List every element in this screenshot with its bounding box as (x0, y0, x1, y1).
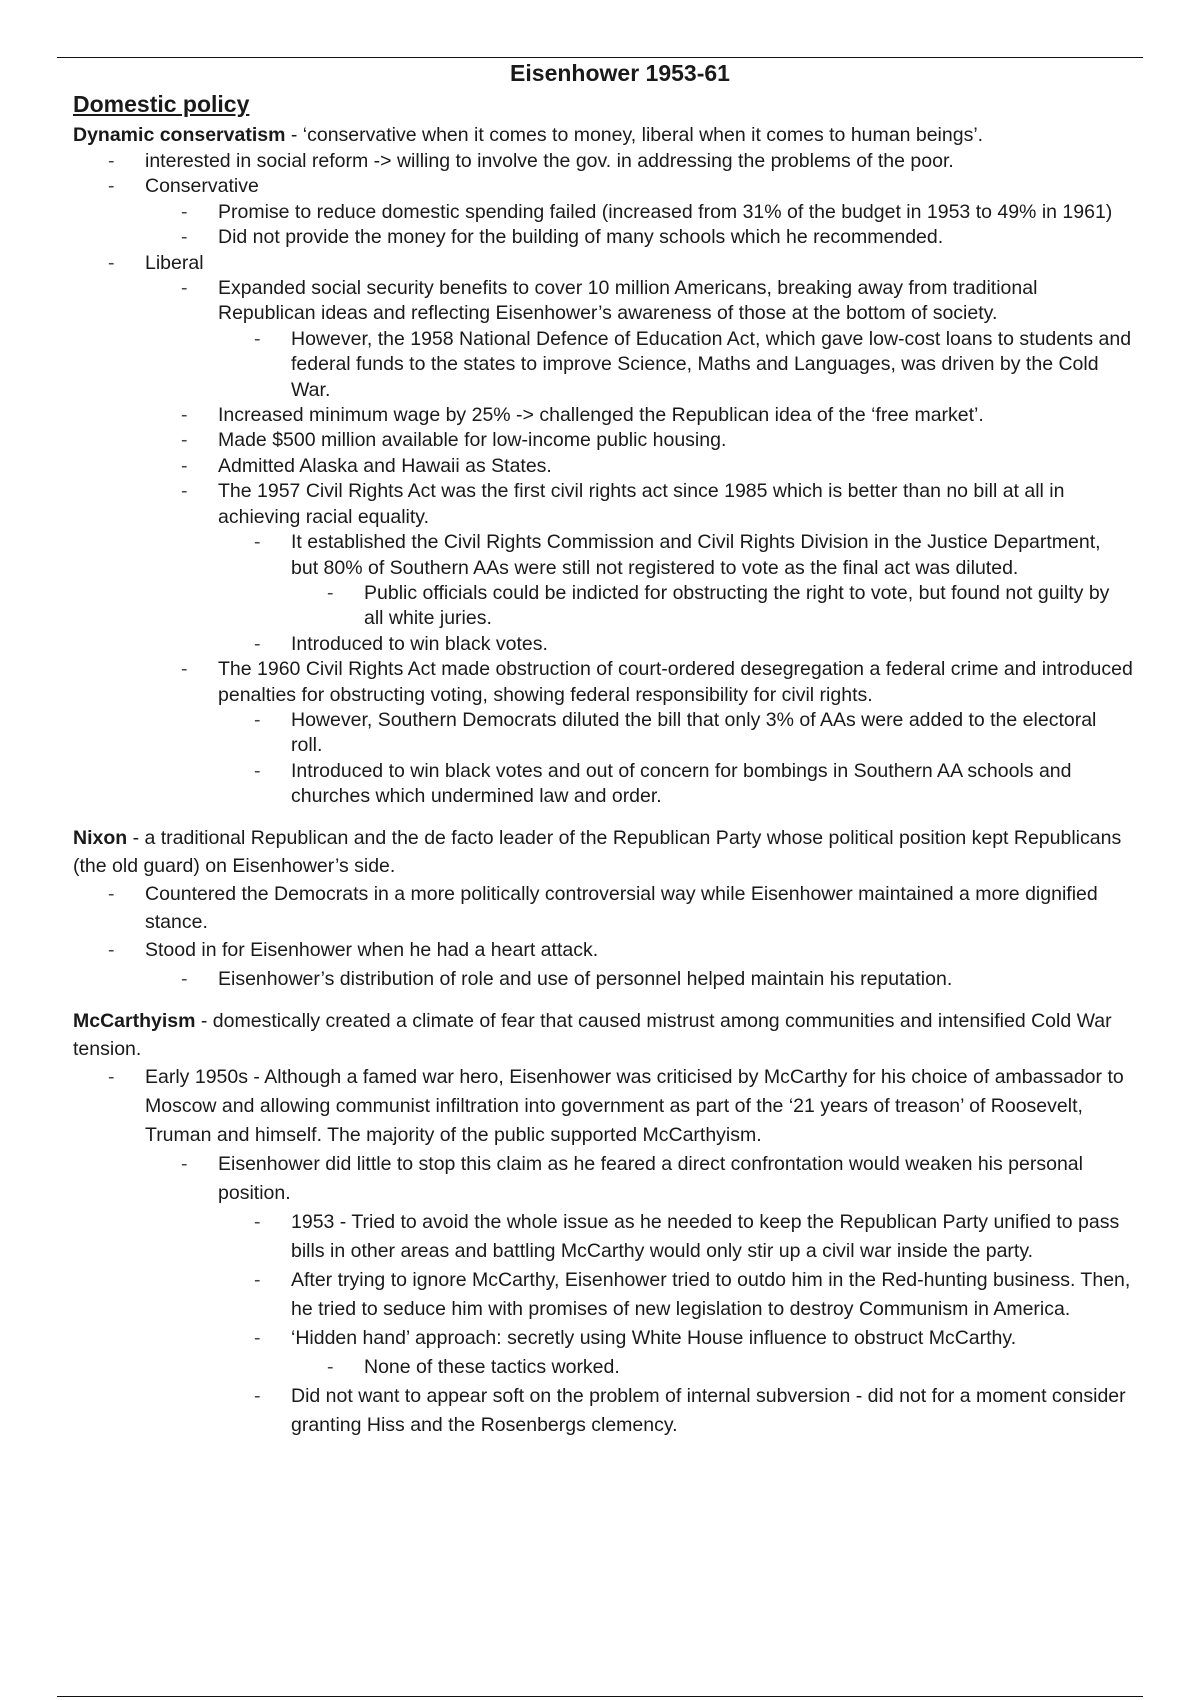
bottom-rule (57, 1696, 1143, 1697)
list-item: - None of these tactics worked. (364, 1353, 1133, 1382)
list-item: - Conservative - Promise to reduce domestic spending failed (increased from 31% of the budget in 1953 to 49% in 1961) - Did not provide the money for the building of many schools which he recommended. (145, 174, 1133, 250)
list-item: - The 1960 Civil Rights Act made obstruction of court-ordered desegregation a federal crime and introduced penalties for obstructing voting, showing federal responsibility for civil rights. - However, Southern Democrats diluted the bill that only 3% of AAs were added to the electoral roll. - Introduced to win black votes and out of concern for bombings in Southern AA schools and churches which undermined law and order. (218, 657, 1133, 809)
list-item: - The 1957 Civil Rights Act was the first civil rights act since 1985 which is better than no bill at all in achieving racial equality. - It established the Civil Rights Commission and Civil Rights Division in the Justice Department, but 80% of Southern AAs were still not registered to vote as the final act was diluted. - Public officials could be indicted for obstructing the right to vote, but found not guilty by all white juries. - Introduced to win black votes. (218, 479, 1133, 657)
list-item: - Promise to reduce domestic spending failed (increased from 31% of the budget in 1953 to 49% in 1961) (218, 200, 1133, 225)
list-item: - ‘Hidden hand’ approach: secretly using White House influence to obstruct McCarthy. - None of these tactics worked. (291, 1324, 1133, 1382)
section-heading: Domestic policy (73, 91, 250, 117)
list-item: - interested in social reform -> willing to involve the gov. in addressing the problems of the poor. (145, 149, 1133, 174)
list-item: - Introduced to win black votes. (291, 632, 1133, 657)
list-item: - Expanded social security benefits to cover 10 million Americans, breaking away from traditional Republican ideas and reflecting Eisenhower’s awareness of those at the bottom of society. - However, the 1958 National Defence of Education Act, which gave low-cost loans to students and federal funds to the states to improve Science, Maths and Languages, was driven by the Cold War. (218, 276, 1133, 403)
list-item: - Stood in for Eisenhower when he had a heart attack. - Eisenhower’s distribution of role and use of personnel helped maintain his reputation. (145, 936, 1133, 993)
list-item: - Introduced to win black votes and out of concern for bombings in Southern AA schools and churches which undermined law and order. (291, 759, 1133, 810)
list-item: - It established the Civil Rights Commission and Civil Rights Division in the Justice Department, but 80% of Southern AAs were still not registered to vote as the final act was diluted. - Public officials could be indicted for obstructing the right to vote, but found not guilty by all white juries. (291, 530, 1133, 632)
term-nixon: Nixon (73, 826, 128, 849)
list-item: - Admitted Alaska and Hawaii as States. (218, 454, 1133, 479)
list-item: - Eisenhower’s distribution of role and use of personnel helped maintain his reputation. (218, 965, 1133, 993)
top-rule (57, 57, 1143, 58)
nixon-intro: Nixon - a traditional Republican and the de facto leader of the Republican Party whose political position kept Republicans (the old guard) on Eisenhower’s side. (73, 826, 1122, 877)
list-item: - Increased minimum wage by 25% -> challenged the Republican idea of the ‘free market’. (218, 403, 1133, 428)
dynamic-list (73, 149, 1133, 810)
list-item: - Early 1950s - Although a famed war hero, Eisenhower was criticised by McCarthy for his choice of ambassador to Moscow and allowing communist infiltration into government as part of the ‘21 years of treason’ of Roosevelt, Truman and himself. The majority of the public supported McCarthyism. - Eisenhower did little to stop this claim as he feared a direct confrontation would weaken his personal position. - 1953 - Tried to avoid the whole issue as he needed to keep the Republican Party unified to pass bills in other areas and battling McCarthy would only stir up a civil war inside the party. - After trying to ignore McCarthy, Eisenhower tried to outdo him in the Red-hunting business. Then, he tried to seduce him with promises of new legislation to destroy Communism in America. - ‘Hidden hand’ approach: secretly using White House influence to obstruct McCarthy. - None of these tactics worked. - Did not want to appear soft on the problem of internal subversion - did not for a moment consider granting Hiss and the Rosenbergs clemency. (145, 1063, 1133, 1440)
page-title: Eisenhower 1953-61 (510, 60, 730, 86)
list-item: - Made $500 million available for low-income public housing. (218, 428, 1133, 453)
mccarthyism-list (73, 1063, 1133, 1440)
list-item: - After trying to ignore McCarthy, Eisenhower tried to outdo him in the Red-hunting business. Then, he tried to seduce him with promises of new legislation to destroy Communism in America. (291, 1266, 1133, 1324)
dynamic-conservatism-intro: Dynamic conservatism - ‘conservative when it comes to money, liberal when it comes to human beings’. (73, 124, 984, 146)
document-body (73, 60, 1133, 1440)
list-item: - Did not provide the money for the building of many schools which he recommended. (218, 225, 1133, 250)
term-dynamic-conservatism: Dynamic conservatism (73, 124, 286, 146)
list-item: - Countered the Democrats in a more politically controversial way while Eisenhower maintained a more dignified stance. (145, 880, 1133, 937)
mccarthyism-intro: McCarthyism - domestically created a climate of fear that caused mistrust among communities and intensified Cold War tension. (73, 1010, 1112, 1061)
list-item: - However, the 1958 National Defence of Education Act, which gave low-cost loans to students and federal funds to the states to improve Science, Maths and Languages, was driven by the Cold War. (291, 327, 1133, 403)
list-item: - Did not want to appear soft on the problem of internal subversion - did not for a moment consider granting Hiss and the Rosenbergs clemency. (291, 1382, 1133, 1440)
list-item: - Eisenhower did little to stop this claim as he feared a direct confrontation would weaken his personal position. - 1953 - Tried to avoid the whole issue as he needed to keep the Republican Party unified to pass bills in other areas and battling McCarthy would only stir up a civil war inside the party. - After trying to ignore McCarthy, Eisenhower tried to outdo him in the Red-hunting business. Then, he tried to seduce him with promises of new legislation to destroy Communism in America. - ‘Hidden hand’ approach: secretly using White House influence to obstruct McCarthy. - None of these tactics worked. - Did not want to appear soft on the problem of internal subversion - did not for a moment consider granting Hiss and the Rosenbergs clemency. (218, 1150, 1133, 1440)
nixon-list (73, 880, 1133, 994)
list-item: - Liberal - Expanded social security benefits to cover 10 million Americans, breaking away from traditional Republican ideas and reflecting Eisenhower’s awareness of those at the bottom of society. - However, the 1958 National Defence of Education Act, which gave low-cost loans to students and federal funds to the states to improve Science, Maths and Languages, was driven by the Cold War. - Increased minimum wage by 25% -> challenged the Republican idea of the ‘free market’. - Made $500 million available for low-income public housing. - Admitted Alaska and Hawaii as States. - The 1957 Civil Rights Act was the first civil rights act since 1985 which is better than no bill at all in achieving racial equality. - It established the Civil Rights Commission and Civil Rights Division in the Justice Department, but 80% of Southern AAs were still not registered to vote as the final act was diluted. - Public officials could be indicted for obstructing the right to vote, but found not guilty by all white juries. - Introduced to win black votes. - The 1960 Civil Rights Act made obstruction of court-ordered desegregation a federal crime and introduced penalties for obstructing voting, showing federal responsibility for civil rights. - However, Southern Democrats diluted the bill that only 3% of AAs were added to the electoral roll. - Introduced to win black votes and out of concern for bombings in Southern AA schools and churches which undermined law and order. (145, 251, 1133, 810)
list-item: - However, Southern Democrats diluted the bill that only 3% of AAs were added to the electoral roll. (291, 708, 1133, 759)
list-item: - Public officials could be indicted for obstructing the right to vote, but found not guilty by all white juries. (364, 581, 1133, 632)
term-mccarthyism: McCarthyism (73, 1010, 196, 1033)
list-item: - 1953 - Tried to avoid the whole issue as he needed to keep the Republican Party unified to pass bills in other areas and battling McCarthy would only stir up a civil war inside the party. (291, 1208, 1133, 1266)
